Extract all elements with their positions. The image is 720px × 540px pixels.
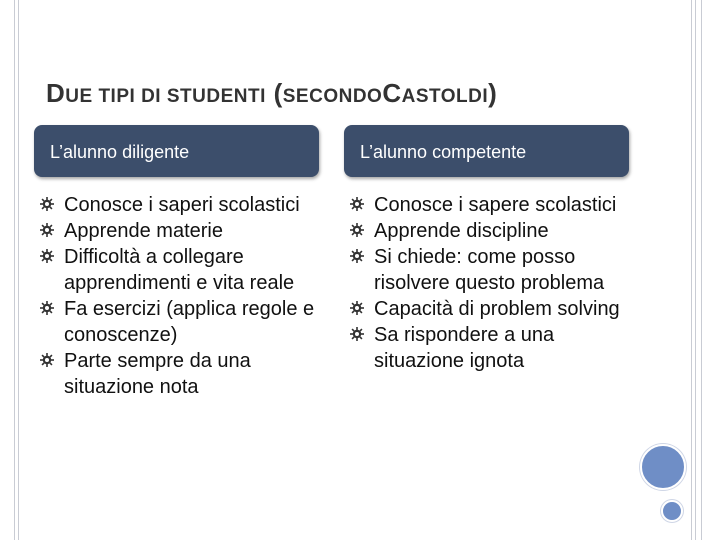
title-paren-close: ) bbox=[488, 78, 498, 108]
list-item-text: Difficoltà a collegare apprendimenti e vita reale bbox=[64, 246, 295, 294]
sun-gear-icon bbox=[350, 249, 364, 263]
list-item-text: Parte sempre da una situazione nota bbox=[64, 350, 251, 398]
list-item-text: Fa esercizi (applica regole e conoscenze) bbox=[64, 298, 315, 346]
frame-line-right-1 bbox=[691, 0, 692, 540]
list-item-text: Capacità di problem solving bbox=[374, 298, 620, 320]
sun-gear-icon bbox=[350, 327, 364, 341]
sun-gear-icon bbox=[40, 197, 54, 211]
list-item bbox=[40, 244, 320, 296]
title-initial-d: D bbox=[46, 78, 66, 108]
sun-gear-icon bbox=[40, 353, 54, 367]
list-item-text: Conosce i saperi scolastici bbox=[64, 194, 300, 216]
decorative-circle-small bbox=[661, 500, 683, 522]
title-text-3: ASTOLDI bbox=[401, 86, 489, 107]
sun-gear-icon bbox=[350, 301, 364, 315]
frame-line-left-outer bbox=[14, 0, 15, 540]
list-item-text: Apprende discipline bbox=[374, 220, 549, 242]
list-item-text: Apprende materie bbox=[64, 220, 223, 242]
list-item bbox=[40, 218, 320, 244]
frame-line-right-3 bbox=[701, 0, 702, 540]
list-item-text: Si chiede: come posso risolvere questo problema bbox=[374, 246, 605, 294]
list-item bbox=[350, 244, 630, 296]
bullet-list-diligente bbox=[40, 192, 320, 400]
slide-title bbox=[46, 78, 497, 109]
sun-gear-icon bbox=[350, 223, 364, 237]
list-item-text: Conosce i sapere scolastici bbox=[374, 194, 617, 216]
title-text-2: SECONDO bbox=[282, 86, 383, 107]
sun-gear-icon bbox=[350, 197, 364, 211]
frame-line-left-inner bbox=[18, 0, 19, 540]
list-item bbox=[350, 322, 630, 374]
list-item bbox=[40, 296, 320, 348]
sun-gear-icon bbox=[40, 249, 54, 263]
sun-gear-icon bbox=[40, 301, 54, 315]
list-item bbox=[350, 192, 630, 218]
title-text-1: UE TIPI DI STUDENTI bbox=[65, 86, 266, 107]
decorative-circle-large bbox=[640, 444, 686, 490]
list-item bbox=[350, 218, 630, 244]
list-item bbox=[40, 192, 320, 218]
column-header-diligente: L’alunno diligente bbox=[34, 125, 319, 177]
list-item bbox=[40, 348, 320, 400]
frame-line-right-2 bbox=[695, 0, 696, 540]
list-item bbox=[350, 296, 630, 322]
title-paren-open: ( bbox=[265, 78, 283, 108]
sun-gear-icon bbox=[40, 223, 54, 237]
list-item-text: Sa rispondere a una situazione ignota bbox=[374, 324, 555, 372]
column-header-competente: L’alunno competente bbox=[344, 125, 629, 177]
title-initial-c: C bbox=[382, 78, 402, 108]
bullet-list-competente bbox=[350, 192, 630, 374]
